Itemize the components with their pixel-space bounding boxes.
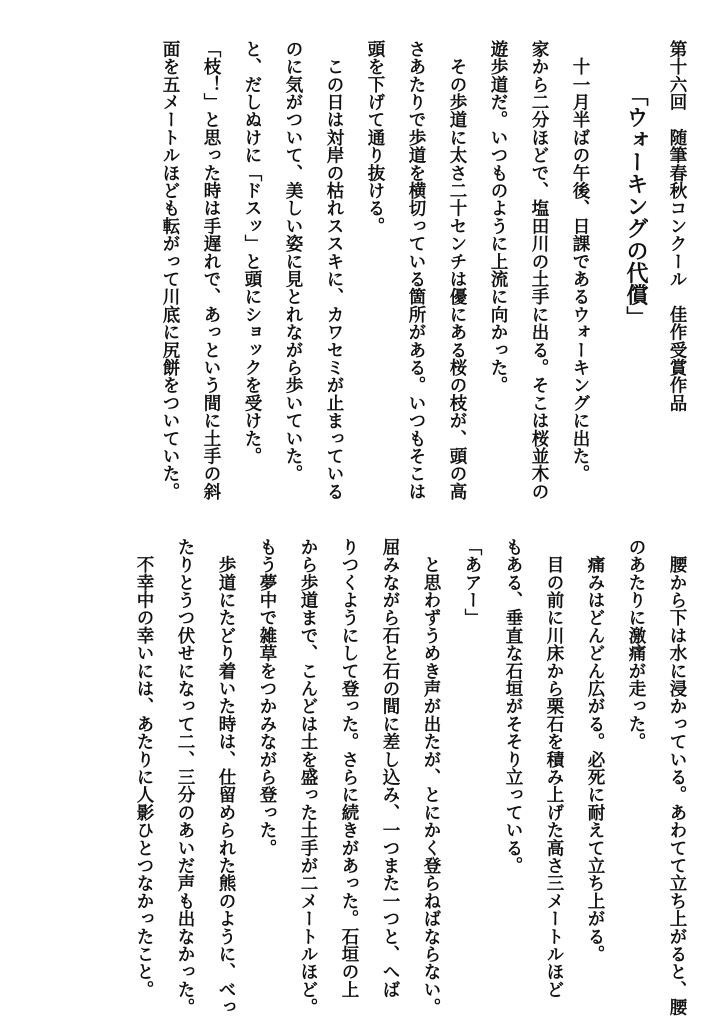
contest-heading: 第十六回 随筆春秋コンクール 佳作受賞作品: [667, 40, 687, 412]
paragraph-line: さあたりで歩道を横切っている箇所がある。いつもそこは: [406, 40, 426, 501]
paragraph-line: 十一月半ばの午後、日課であるウォーキングに出た。: [570, 40, 590, 483]
paragraph-line: この日は対岸の枯れススキに、カワセミが止まっている: [324, 40, 344, 501]
paragraph-line: と、だしぬけに「ドスッ」と頭にショックを受けた。: [242, 40, 262, 465]
paragraph-line: 「あアー」: [462, 538, 482, 627]
paragraph-line: たりとうつ伏せになって二、三分のあいだ声も出なかった。: [175, 538, 195, 1016]
paragraph-line: 屈みながら石と石の間に差し込み、一つまた一つと、へば: [380, 538, 400, 999]
paragraph-line: のあたりに激痛が走った。: [626, 538, 646, 751]
paragraph-line: 目の前に川床から栗石を積み上げた高さ三メートルほど: [544, 538, 564, 999]
paragraph-line: 家から二分ほどで、塩田川の土手に出る。そこは桜並木の: [529, 40, 549, 501]
paragraph-line: と思わずうめき声が出たが、とにかく登らねばならない。: [421, 538, 441, 1016]
paragraph-line: 痛みはどんどん広がる。必死に耐えて立ち上がる。: [585, 538, 605, 963]
paragraph-line: 頭を下げて通り抜ける。: [365, 40, 385, 235]
paragraph-line: もある、垂直な石垣がそそり立っている。: [503, 538, 523, 875]
paragraph-line: その歩道に太さ二十センチは優にある桜の枝が、頭の高: [447, 40, 467, 501]
paragraph-line: もう夢中で雑草をつかみながら登った。: [257, 538, 277, 857]
paragraph-line: 腰から下は水に浸かっている。あわてて立ち上がると、腰: [667, 538, 687, 1016]
paragraph-line: のに気がついて、美しい姿に見とれながら歩いていた。: [283, 40, 303, 483]
paragraph-line: 遊歩道だ。いつものように上流に向かった。: [488, 40, 508, 394]
paragraph-line: から歩道まで、こんどは土を盛った土手が二メートルほど。: [298, 538, 318, 1016]
essay-title: 「ウォーキングの代償」: [623, 84, 649, 329]
paragraph-line: 「枝！」と思った時は手遅れで、あっという間に土手の斜: [201, 40, 221, 501]
paragraph-line: りつくようにして登った。さらに続きがあった。石垣の上: [339, 538, 359, 999]
paragraph-line: 歩道にたどり着いた時は、仕留められた熊のように、べっ: [216, 538, 236, 1016]
paragraph-line: 面を五メートルほども転がって川底に尻餅をついていた。: [160, 40, 180, 501]
essay-top-section: [149, 40, 697, 501]
essay-bottom-section: [123, 538, 697, 1016]
paragraph-line: 不幸中の幸いには、あたりに人影ひとつなかったこと。: [134, 538, 154, 999]
